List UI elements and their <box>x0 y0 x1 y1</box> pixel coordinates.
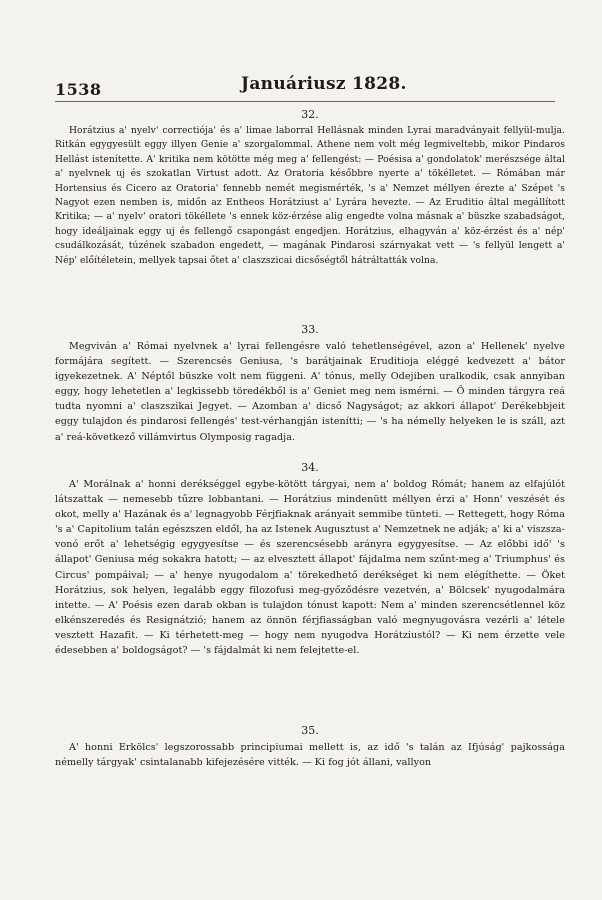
section-32 <box>55 108 565 268</box>
section-number: 35. <box>301 724 319 737</box>
section-text: A' honni Erkölcs' legszorossabb principiumai mellett is, az idő 's talán az Ifjúság' pajkossága némelly tárgyak' csintalanabb kifejezésére vitték. — Ki fog jót állani, vallyon <box>55 742 565 769</box>
running-title: Januáriusz 1828. <box>241 74 407 94</box>
page-header <box>55 74 555 102</box>
section-text: A' Morálnak a' honni derékséggel egybe-kötött tárgyai, nem a' boldog Rómát; hanem az elfajúlót látszattak — nemesebb tűzre lobbantani. — Horátzius mindenütt méllyen érzi a' Honn' veszését és okot, melly a' Hazának és a' legnagyobb Férjfiaknak arányait semmibe tünteti. — Rettegett, hogy Róma 's a' Capitolium talán egészszen eldől, ha az Istenek Augusztust a' Nemzetnek ne adják; a' ki a' viszsza-vonó erőt a' lehetségig egygyesítse — és szerencsésebb arányra egygyesítse. — Az előbbi idő' 's állapot' Geniusa még sokakra hatott; — az elvesztett állapot' fájdalma nem szűnt-meg a' Triumphus' és Circus' pompáival; — a' henye nyugodalom a' törekedhető derékséget ki nem elégíthette. — Öket Horátzius, sok helyen, legalább eggy filozofusi meg-győződésre vezetvén, a' Bölcsek' nyugodalmára intette. — A' Poésis ezen darab okban is tulajdon tónust kapott: Nem a' minden szerencsétlennel köz elkénszeredés és Resignátzió; hanem az önnön férjfiasságban való megnyugovásra vezérli a' létele vesztett Hazafit. — Ki térhetett-meg — hogy nem nyugodva Horátziustól? — Ki nem érzette vele édesebben a' boldogságot? — 's fájdalmát ki nem felejtette-el. <box>55 479 565 657</box>
section-33 <box>55 323 565 445</box>
section-35 <box>55 724 565 770</box>
page-number: 1538 <box>55 80 102 99</box>
section-34 <box>55 461 565 658</box>
section-number: 33. <box>301 323 319 336</box>
header-rule <box>55 101 555 102</box>
section-number: 34. <box>301 461 319 474</box>
section-text: Megviván a' Római nyelvnek a' lyrai fellengésre való tehetlenségével, azon a' Hellenek' nyelve formájára segített. — Szerencsés Geniusa, 's barátjainak Eruditioja eléggé kedvezett a' bátor igyekezetnek. A' Néptől büszke volt nem függeni. A' tónus, melly Odejiben uralkodik, csak annyiban eggy, hogy lehetetlen a' legkissebb töredékből is a' Geniet meg nem ismérni. — Ő minden tárgyra reá tudta nyomni a' claszszikai Jegyet. — Azomban a' dicső Nagyságot; az akkori állapot' Derékebbjeit eggy tulajdon és pindarosi fellengés' test-vérhangján istenítti; — 's ha némelly helyeken le is száll, azt a' reá-következő villámvirtus Olymposig ragadja. <box>55 341 565 443</box>
section-text: Horátzius a' nyelv' correctiója' és a' limae laborral Hellásnak minden Lyrai maradványait fellyül-mulja. Ritkán egygyesült eggy illyen Genie a' szorgalommal. Athene nem volt még legmiveltebb, mikor Pindaros Hellást istenítette. A' kritika nem kötötte még meg a' fellengést: — Poésisa a' gondolatok' merészsége által a' nyelvnek uj és szokatlan Virtust adott. Az Oratoria későbbre nyerte a' tökélletet. — Rómában már Hortensius és Cicero az Oratoria' fennebb nemét megismérték, 's a' Nemzet méllyen érezte a' Szépet 's Nagyot ezen nemben is, midőn az Entheos Horátziust a' Lyrára hevezte. — Az Eruditio által megállított Kritika; — a' nyelv' oratori tökéllete 's ennek köz-érzése alig engedte volna másnak a' büszke szabadságot, hogy ideáljainak eggy uj és fellengő csapongást engedjen. Horátzius, elhagyván a' köz-érzést és a' nép' csudálkozását, túzének szabadon engedett, — magának Pindarosi szárnyakat vett — 's fellyül lengett a' Nép' előítéletein, mellyek tapsai őtet a' claszszicai dicsőségtől hátráltatták volna. <box>55 125 565 266</box>
section-number: 32. <box>301 108 319 121</box>
